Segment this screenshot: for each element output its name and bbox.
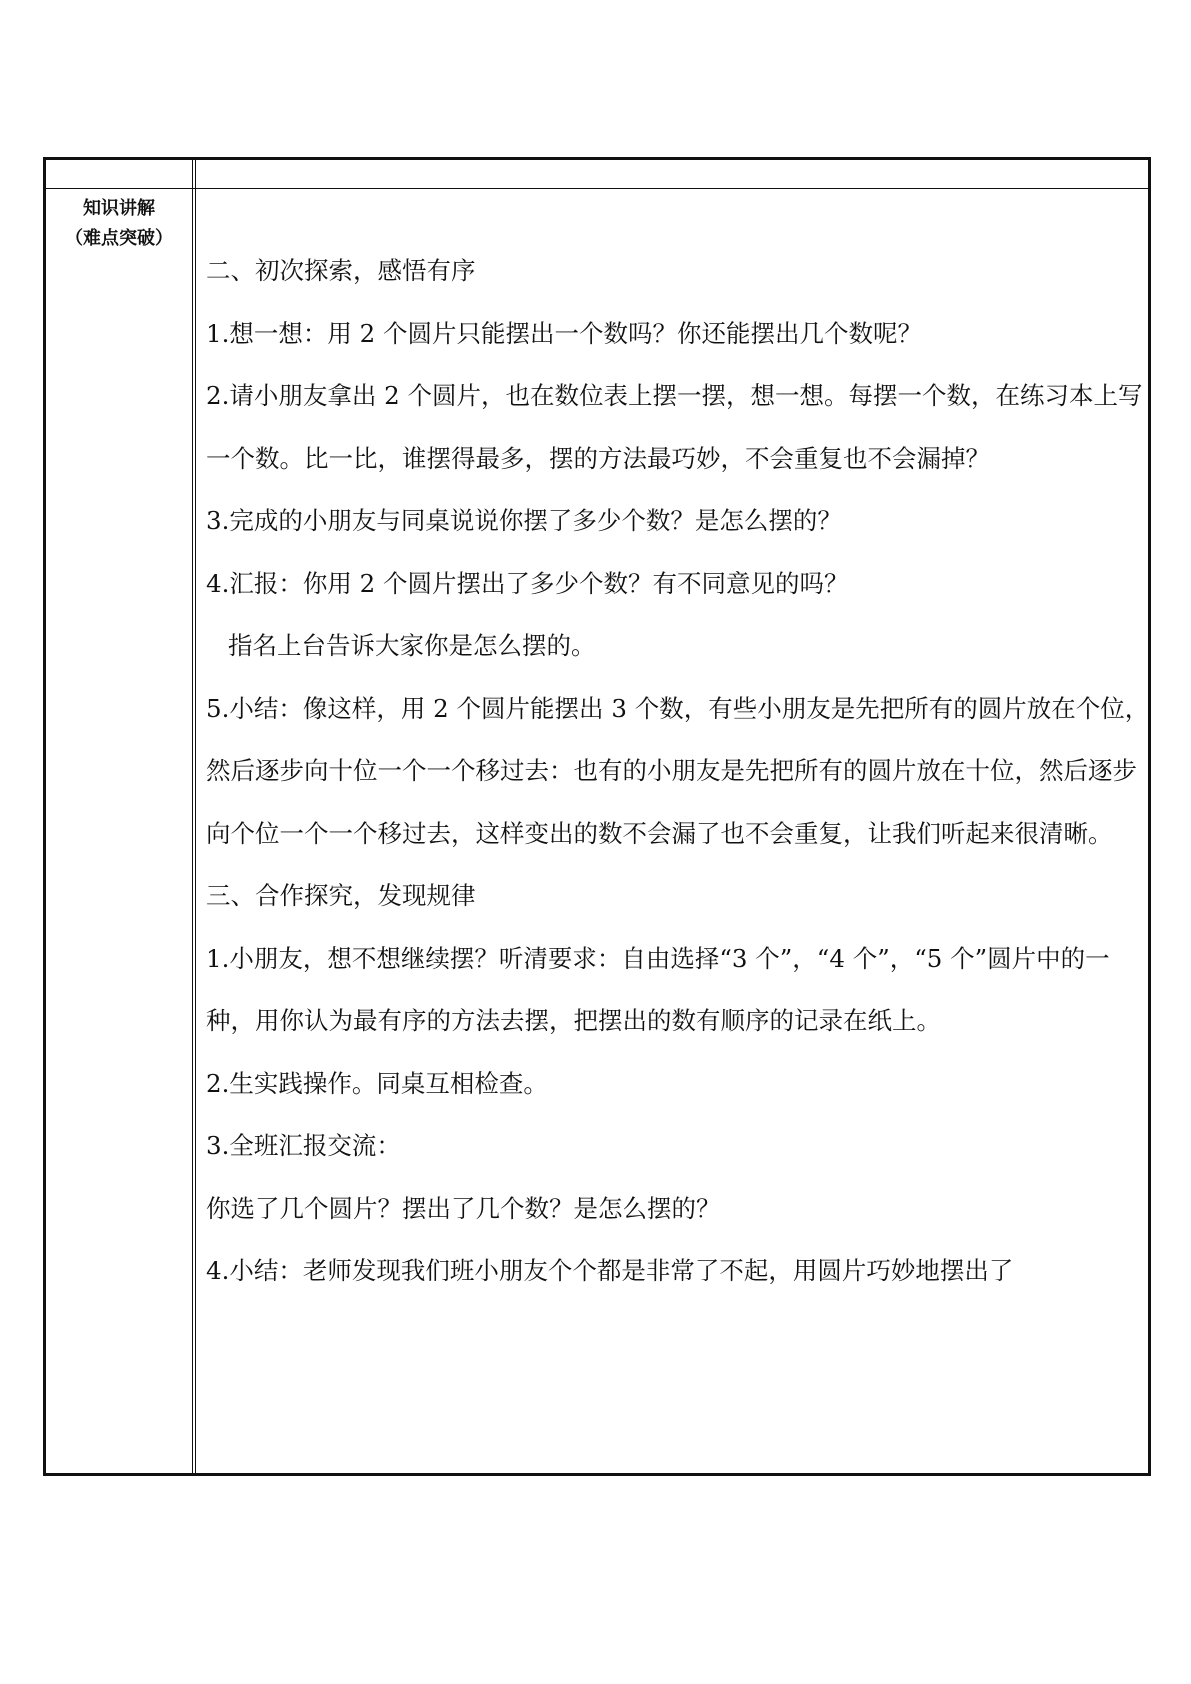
paragraph: 3.完成的小朋友与同桌说说你摆了多少个数？是怎么摆的？ (206, 506, 842, 535)
paragraph: 2.生实践操作。同桌互相检查。 (206, 1068, 548, 1098)
lesson-table (43, 157, 1151, 1476)
paragraph: 指名上台告诉大家你是怎么摆的。 (228, 631, 596, 660)
paragraph: 2.请小朋友拿出 2 个圆片，也在数位表上摆一摆，想一想。每摆一个数，在练习本上写一个数。比一比，谁摆得最多，摆的方法最巧妙，不会重复也不会漏掉？ (206, 381, 1143, 473)
table-header-divider (46, 188, 1148, 189)
paragraph: 4.小结：老师发现我们班小朋友个个都是非常了不起，用圆片巧妙地摆出了 (206, 1256, 1014, 1285)
row-label (46, 194, 192, 254)
row-label-subtitle: （难点突破） (65, 228, 173, 249)
row-label-title: 知识讲解 (83, 198, 155, 219)
paragraph: 3.全班汇报交流： (206, 1131, 401, 1160)
paragraph: 你选了几个圆片？摆出了几个数？是怎么摆的？ (206, 1193, 721, 1223)
section-heading: 二、初次探索，感悟有序 (206, 256, 476, 285)
section-heading: 三、合作探究，发现规律 (206, 881, 476, 910)
paragraph: 5.小结：像这样，用 2 个圆片能摆出 3 个数，有些小朋友是先把所有的圆片放在个位，然后逐步向十位一个一个移过去：也有的小朋友是先把所有的圆片放在十位，然后逐步向个位一个一个移过去，这样变出的数不会漏了也不会重复，让我们听起来很清晰。 (206, 693, 1150, 848)
lesson-content (206, 240, 1151, 1303)
paragraph: 1.小朋友，想不想继续摆？听清要求：自由选择“3 个”，“4 个”，“5 个”圆片中的一种，用你认为最有序的方法去摆，把摆出的数有顺序的记录在纸上。 (206, 943, 1110, 1035)
table-column-divider (192, 160, 196, 1473)
paragraph: 4.汇报：你用 2 个圆片摆出了多少个数？有不同意见的吗？ (206, 568, 849, 598)
paragraph: 1.想一想：用 2 个圆片只能摆出一个数吗？你还能摆出几个数呢？ (206, 318, 923, 348)
